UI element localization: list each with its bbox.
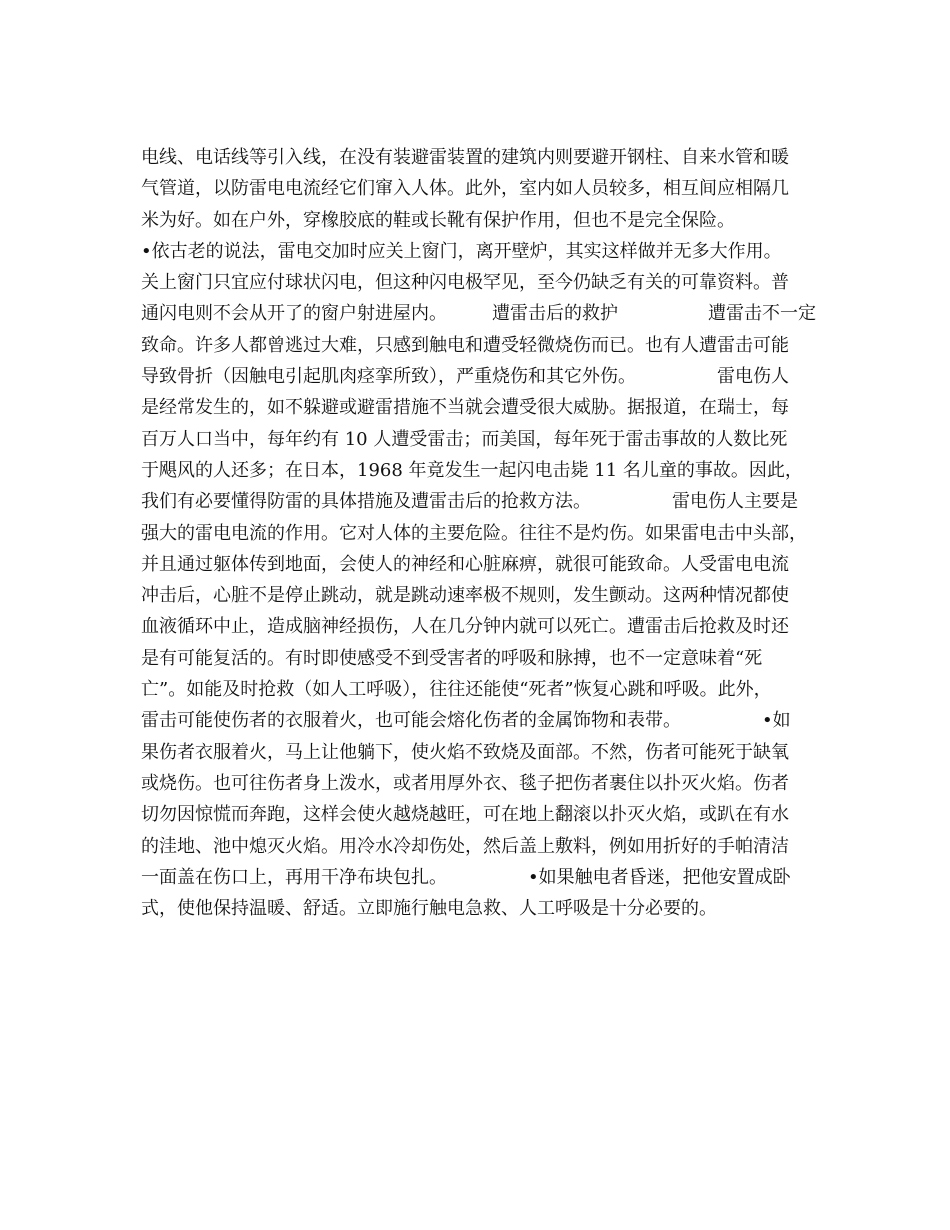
text-line-9: 是经常发生的，如不躲避或避雷措施不当就会遭受很大威胁。据报道，在瑞士，每 xyxy=(141,397,789,419)
text-line-1: 电线、电话线等引入线，在没有装避雷装置的建筑内则要避开钢柱、自来水管和暖 xyxy=(141,147,789,168)
text-line-15: 冲击后，心脏不是停止跳动，就是跳动速率极不规则，发生颤动。这两种情况都使 xyxy=(141,585,789,607)
text-line-24: 一面盖在伤口上，再用干净布块包扎。 •如果触电者昏迷，把他安置成卧 xyxy=(141,866,791,888)
text-line-3: 米为好。如在户外，穿橡胶底的鞋或长靴有保护作用，但也不是完全保险。 xyxy=(141,209,735,231)
text-line-16: 血液循环中止，造成脑神经损伤，人在几分钟内就可以死亡。遭雷击后抢救及时还 xyxy=(141,616,789,638)
text-line-17: 是有可能复活的。有时即使感受不到受害者的呼吸和脉搏，也不一定意味着“死 xyxy=(141,647,763,669)
text-line-19: 雷击可能使伤者的衣服着火，也可能会熔化伤者的金属饰物和表带。 •如 xyxy=(141,710,791,732)
text-line-13: 强大的雷电电流的作用。它对人体的主要危险。往往不是灼伤。如果雷电击中头部， xyxy=(141,522,807,544)
text-line-10: 百万人口当中，每年约有 10 人遭受雷击；而美国，每年死于雷击事故的人数比死 xyxy=(141,428,788,450)
text-line-8: 导致骨折（因触电引起肌肉痉挛所致），严重烧伤和其它外伤。 雷电伤人 xyxy=(141,366,789,388)
text-line-20: 果伤者衣服着火，马上让他躺下，使火焰不致烧及面部。不然，伤者可能死于缺氧 xyxy=(141,741,789,763)
text-line-14: 并且通过躯体传到地面，会使人的神经和心脏麻痹，就很可能致命。人受雷电电流 xyxy=(141,553,789,575)
text-line-25: 式，使他保持温暖、舒适。立即施行触电急救、人工呼吸是十分必要的。 xyxy=(141,898,717,920)
text-line-12: 我们有必要懂得防雷的具体措施及遭雷击后的抢救方法。 雷电伤人主要是 xyxy=(141,491,798,513)
text-line-21: 或烧伤。也可往伤者身上泼水，或者用厚外衣、毯子把伤者裹住以扑灭火焰。伤者 xyxy=(141,772,789,794)
text-line-7: 致命。许多人都曾逃过大难，只感到触电和遭受轻微烧伤而已。也有人遭雷击可能 xyxy=(141,334,789,356)
text-line-22: 切勿因惊慌而奔跑，这样会使火越烧越旺，可在地上翻滚以扑灭火焰，或趴在有水 xyxy=(141,804,789,826)
text-line-23: 的洼地、池中熄灭火焰。用冷水冷却伤处，然后盖上敷料，例如用折好的手帕清洁 xyxy=(141,835,789,857)
text-line-4: •依古老的说法，雷电交加时应关上窗门，离开壁炉，其实这样做并无多大作用。 xyxy=(141,240,782,262)
text-line-18: 亡”。如能及时抢救（如人工呼吸），往往还能使“死者”恢复心跳和呼吸。此外， xyxy=(141,679,772,701)
text-line-11: 于飓风的人还多；在日本，1968 年竟发生一起闪电击毙 11 名儿童的事故。因此， xyxy=(141,459,803,481)
text-line-5: 关上窗门只宜应付球状闪电，但这种闪电极罕见，至今仍缺乏有关的可靠资料。普 xyxy=(141,272,789,294)
text-line-2: 气管道，以防雷电电流经它们窜入人体。此外，室内如人员较多，相互间应相隔几 xyxy=(141,178,789,200)
text-line-6: 通闪电则不会从开了的窗户射进屋内。 遭雷击后的救护 遭雷击不一定 xyxy=(141,303,816,325)
body-text xyxy=(141,142,821,924)
